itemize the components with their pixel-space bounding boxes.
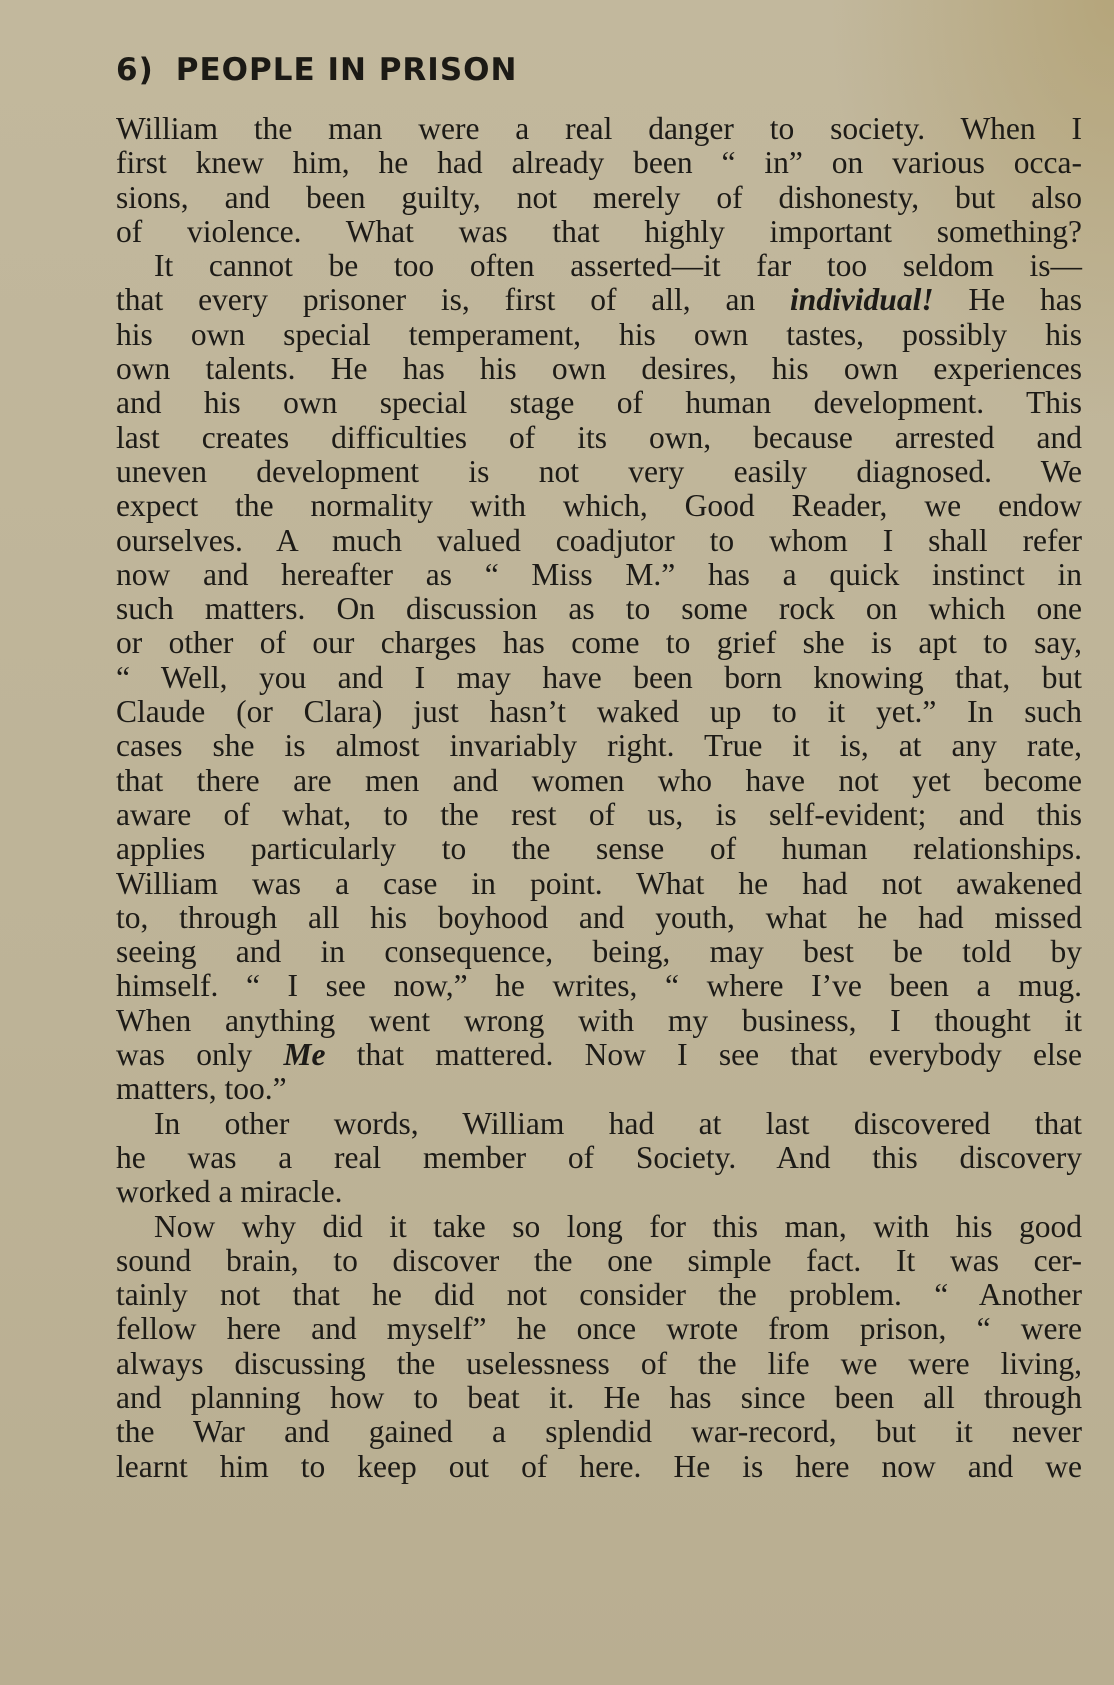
text-line	[116, 832, 1082, 866]
text-segment: worked a miracle.	[116, 1174, 343, 1210]
text-line	[116, 1381, 1082, 1415]
text-segment: “ Well, you and I may have been born knowing that, but	[116, 659, 1082, 695]
text-line	[116, 1175, 1082, 1209]
text-segment: own talents. He has his own desires, his own experiences	[116, 351, 1082, 387]
text-line	[116, 352, 1082, 386]
text-segment: tainly not that he did not consider the problem. “ Another	[116, 1277, 1082, 1313]
emphasis-text: Me	[283, 1037, 326, 1073]
text-line	[116, 181, 1082, 215]
running-header	[116, 52, 517, 88]
text-segment: He has	[933, 282, 1082, 318]
text-line	[116, 455, 1082, 489]
text-segment: expect the normality with which, Good Reader, we endow	[116, 488, 1082, 524]
text-segment: sound brain, to discover the one simple fact. It was cer-	[116, 1242, 1082, 1278]
text-line	[116, 249, 1082, 283]
text-line	[116, 695, 1082, 729]
text-line	[116, 626, 1082, 660]
text-segment: uneven development is not very easily diagnosed. We	[116, 453, 1082, 489]
text-line	[116, 1450, 1082, 1484]
text-segment: to, through all his boyhood and youth, what he had missed	[116, 899, 1082, 935]
text-segment: It cannot be too often asserted—it far too seldom is—	[154, 248, 1082, 284]
text-line	[116, 729, 1082, 763]
text-line	[116, 935, 1082, 969]
text-segment: When anything went wrong with my business, I thought it	[116, 1002, 1082, 1038]
text-line	[116, 558, 1082, 592]
text-segment: William was a case in point. What he had not awakened	[116, 865, 1082, 901]
text-line	[116, 1038, 1082, 1072]
text-segment: learnt him to keep out of here. He is here now and we	[116, 1448, 1082, 1484]
text-segment: cases she is almost invariably right. True it is, at any rate,	[116, 728, 1082, 764]
text-segment: always discussing the uselessness of the life we were living,	[116, 1345, 1082, 1381]
text-line	[116, 1141, 1082, 1175]
page-number: 6)	[116, 52, 154, 88]
text-line	[116, 146, 1082, 180]
text-line	[116, 1347, 1082, 1381]
text-line	[116, 1210, 1082, 1244]
text-line	[116, 798, 1082, 832]
text-line	[116, 489, 1082, 523]
text-segment: applies particularly to the sense of human relationships.	[116, 831, 1082, 867]
text-line	[116, 524, 1082, 558]
text-line	[116, 661, 1082, 695]
text-segment: and planning how to beat it. He has since been all through	[116, 1379, 1082, 1415]
text-segment: of violence. What was that highly important something?	[116, 213, 1082, 249]
text-line	[116, 1004, 1082, 1038]
text-line	[116, 215, 1082, 249]
text-segment: such matters. On discussion as to some rock on which one	[116, 591, 1082, 627]
text-line	[116, 764, 1082, 798]
text-line	[116, 901, 1082, 935]
text-segment: first knew him, he had already been “ in” on various occa-	[116, 145, 1082, 181]
text-segment: last creates difficulties of its own, because arrested and	[116, 419, 1082, 455]
text-line	[116, 421, 1082, 455]
text-segment: his own special temperament, his own tastes, possibly his	[116, 316, 1082, 352]
text-segment: ourselves. A much valued coadjutor to whom I shall refer	[116, 522, 1082, 558]
text-segment: that every prisoner is, first of all, an	[116, 282, 791, 318]
body-text	[116, 112, 1082, 1484]
text-line	[116, 1312, 1082, 1346]
text-segment: matters, too.”	[116, 1071, 287, 1107]
text-line	[116, 1072, 1082, 1106]
text-line	[116, 592, 1082, 626]
text-line	[116, 969, 1082, 1003]
text-segment: the War and gained a splendid war-record, but it never	[116, 1414, 1082, 1450]
text-line	[116, 1244, 1082, 1278]
text-segment: that mattered. Now I see that everybody else	[325, 1037, 1082, 1073]
text-line	[116, 112, 1082, 146]
text-segment: now and hereafter as “ Miss M.” has a quick instinct in	[116, 556, 1082, 592]
text-line	[116, 867, 1082, 901]
text-segment: In other words, William had at last discovered that	[154, 1105, 1082, 1141]
text-segment: fellow here and myself” he once wrote from prison, “ were	[116, 1311, 1082, 1347]
text-segment: himself. “ I see now,” he writes, “ where I’ve been a mug.	[116, 968, 1082, 1004]
text-segment: was only	[116, 1037, 284, 1073]
text-segment: and his own special stage of human development. This	[116, 385, 1082, 421]
text-segment: he was a real member of Society. And this discovery	[116, 1139, 1082, 1175]
text-segment: sions, and been guilty, not merely of dishonesty, but also	[116, 179, 1082, 215]
text-segment: Now why did it take so long for this man, with his good	[154, 1208, 1082, 1244]
text-line	[116, 386, 1082, 420]
text-line	[116, 318, 1082, 352]
text-line	[116, 1415, 1082, 1449]
text-segment: or other of our charges has come to grief she is apt to say,	[116, 625, 1082, 661]
emphasis-text: individual!	[790, 282, 934, 318]
text-segment: William the man were a real danger to society. When I	[116, 111, 1082, 146]
text-line	[116, 1278, 1082, 1312]
text-segment: that there are men and women who have not yet become	[116, 762, 1082, 798]
text-segment: seeing and in consequence, being, may best be told by	[116, 934, 1082, 970]
text-line	[116, 283, 1082, 317]
running-title: PEOPLE IN PRISON	[175, 52, 518, 88]
text-segment: Claude (or Clara) just hasn’t waked up to it yet.” In such	[116, 694, 1082, 730]
text-line	[116, 1107, 1082, 1141]
text-segment: aware of what, to the rest of us, is self-evident; and this	[116, 796, 1082, 832]
